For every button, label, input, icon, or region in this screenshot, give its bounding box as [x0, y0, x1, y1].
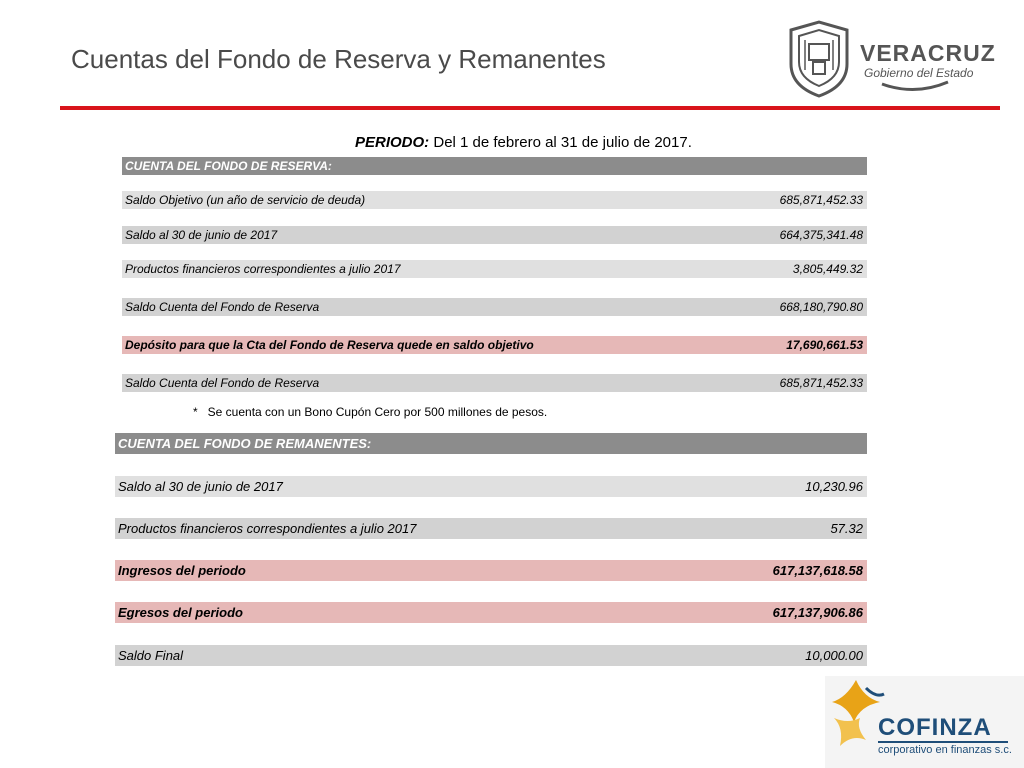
row-value: 57.32 — [830, 521, 863, 536]
row-label: Productos financieros correspondientes a julio 2017 — [125, 262, 401, 276]
row-value: 17,690,661.53 — [786, 338, 863, 352]
veracruz-swoosh-icon — [880, 80, 950, 94]
reserva-row — [122, 226, 867, 244]
reserva-row — [122, 374, 867, 392]
cofinza-star-icon — [826, 678, 886, 748]
period-line — [355, 134, 692, 151]
row-value: 10,230.96 — [805, 479, 863, 494]
remanentes-row-highlight — [115, 602, 867, 623]
cofinza-underline — [878, 741, 1008, 743]
remanentes-row — [115, 476, 867, 497]
row-label: Ingresos del periodo — [118, 563, 246, 578]
veracruz-subtitle: Gobierno del Estado — [864, 66, 974, 80]
cofinza-subtitle: corporativo en finanzas s.c. — [878, 744, 1012, 756]
row-value: 664,375,341.48 — [779, 228, 863, 242]
row-value: 3,805,449.32 — [792, 262, 863, 276]
reserva-row — [122, 260, 867, 278]
veracruz-wordmark: VERACRUZ — [860, 40, 996, 66]
row-value: 10,000.00 — [805, 648, 863, 663]
row-label: Saldo al 30 de junio de 2017 — [125, 228, 278, 242]
period-text: Del 1 de febrero al 31 de julio de 2017. — [429, 134, 692, 151]
cofinza-wordmark: COFINZA — [878, 714, 992, 741]
remanentes-header — [115, 433, 867, 454]
coat-of-arms-icon — [783, 20, 855, 98]
reserva-row — [122, 298, 867, 316]
row-label: Depósito para que la Cta del Fondo de Reserva quede en saldo objetivo — [125, 338, 534, 352]
row-label: Saldo al 30 de junio de 2017 — [118, 479, 283, 494]
reserva-header-label: CUENTA DEL FONDO DE RESERVA: — [125, 159, 332, 173]
remanentes-row — [115, 518, 867, 539]
row-label: Egresos del periodo — [118, 605, 243, 620]
period-label: PERIODO: — [355, 134, 430, 151]
remanentes-row-highlight — [115, 560, 867, 581]
row-label: Saldo Cuenta del Fondo de Reserva — [125, 300, 320, 314]
row-value: 685,871,452.33 — [779, 376, 863, 390]
reserva-row-highlight — [122, 336, 867, 354]
row-value: 668,180,790.80 — [779, 300, 863, 314]
row-label: Saldo Final — [118, 648, 184, 663]
row-value: 617,137,618.58 — [772, 563, 863, 578]
row-label: Saldo Objetivo (un año de servicio de deuda) — [125, 193, 366, 207]
title-underline — [60, 106, 1000, 110]
remanentes-row — [115, 645, 867, 666]
remanentes-header-label: CUENTA DEL FONDO DE REMANENTES: — [118, 436, 372, 451]
reserva-note: * Se cuenta con un Bono Cupón Cero por 500 millones de pesos. — [193, 405, 548, 419]
row-value: 685,871,452.33 — [779, 193, 863, 207]
row-label: Productos financieros correspondientes a julio 2017 — [118, 521, 417, 536]
reserva-row — [122, 191, 867, 209]
slide-title: Cuentas del Fondo de Reserva y Remanentes — [71, 44, 606, 74]
reserva-header — [122, 157, 867, 175]
row-label: Saldo Cuenta del Fondo de Reserva — [125, 376, 320, 390]
row-value: 617,137,906.86 — [772, 605, 863, 620]
